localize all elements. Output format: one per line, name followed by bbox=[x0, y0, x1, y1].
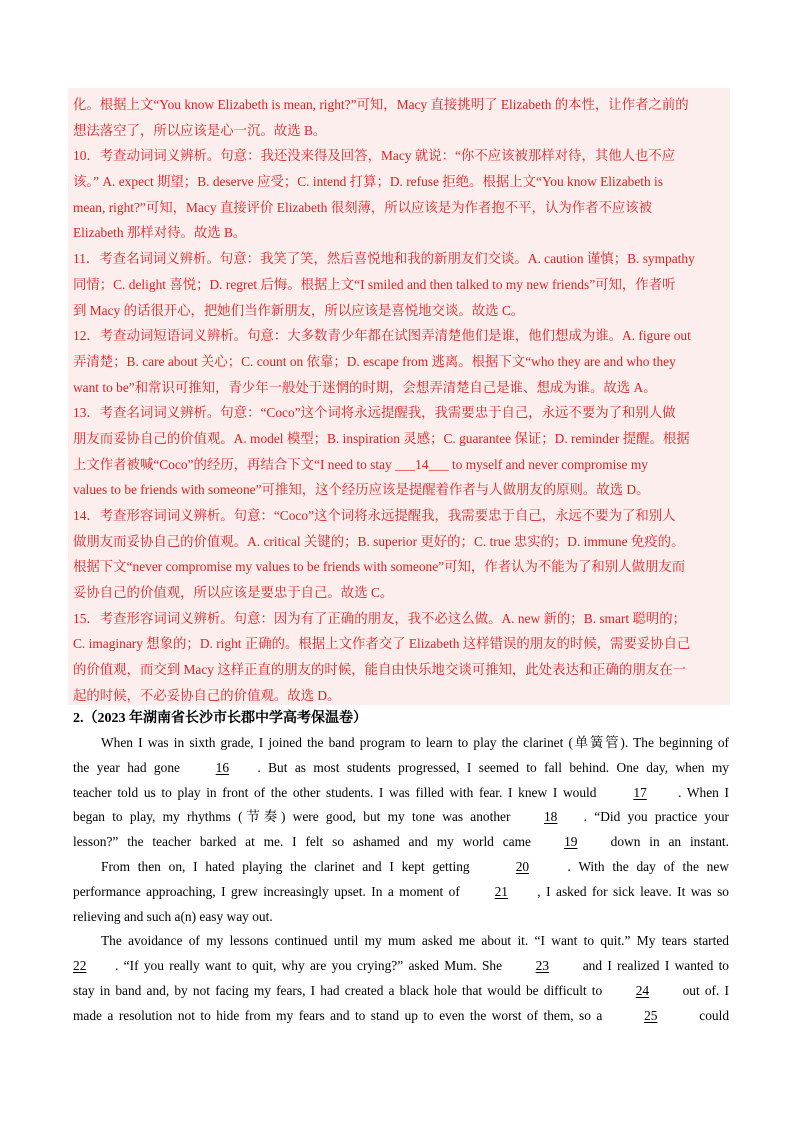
passage-line: began to play, my rhythms (节奏) were good, but my tone was another 18 . “Did you practice your bbox=[73, 805, 729, 830]
answer-line: 妥协自己的价值观，所以应该是要忠于自己。故选 C。 bbox=[73, 585, 394, 601]
answer-line: 到 Macy 的话很开心，把她们当作新朋友，所以应该是喜悦地交谈。故选 C。 bbox=[73, 302, 525, 318]
blank-17[interactable]: 17 bbox=[633, 784, 647, 800]
blank-24[interactable]: 24 bbox=[635, 982, 650, 998]
answer-line: 15．考查形容词词义辨析。句意：因为有了正确的朋友，我不必这么做。A. new 新的；B. smart 聪明的； bbox=[73, 610, 686, 626]
answer-line: 11．考查名词词义辨析。句意：我笑了笑，然后喜悦地和我的新朋友们交谈。A. caution 谨慎；B. sympathy bbox=[73, 251, 695, 267]
answer-line: 同情；C. delight 喜悦；D. regret 后悔。根据上文“I smiled and then talked to my new friends”可知，作者听 bbox=[73, 276, 676, 292]
answer-line: Elizabeth 那样对待。故选 B。 bbox=[73, 225, 247, 241]
answer-line: 起的时候，不必妥协自己的价值观。故选 D。 bbox=[73, 687, 341, 703]
answer-line: mean, right?”可知，Macy 直接评价 Elizabeth 很刻薄，所以应该是为作者抱不平，认为作者不应该被 bbox=[73, 199, 653, 215]
blank-18[interactable]: 18 bbox=[543, 809, 558, 825]
answer-line: 12．考查动词短语词义辨析。句意：大多数青少年都在试图弄清楚他们是谁，他们想成为谁。A. figure out bbox=[73, 328, 691, 344]
passage-line: From then on, I hated playing the clarinet and I kept getting 20 . With the day of the new bbox=[73, 855, 729, 880]
answer-line: 该。” A. expect 期望；B. deserve 应受；C. intend 打算；D. refuse 拒绝。根据上文“You know Elizabeth is bbox=[73, 174, 663, 190]
answer-line: 根据下文“never compromise my values to be friends with someone”可知，作者认为不能为了和别人做朋友而 bbox=[73, 559, 686, 575]
passage-line: relieving and such a(n) easy way out. bbox=[73, 908, 273, 924]
passage-line: performance approaching, I grew increasingly upset. In a moment of 21 , I asked for sick leave. It was so bbox=[73, 880, 729, 905]
answer-line: 的价值观，而交到 Macy 这样正直的朋友的时候，能自由快乐地交谈可推知，此处表达和正确的朋友在一 bbox=[73, 662, 686, 678]
answer-line: 朋友而妥协自己的价值观。A. model 模型；B. inspiration 灵感；C. guarantee 保证；D. reminder 提醒。根据 bbox=[73, 430, 690, 446]
answer-line: 化。根据上文“You know Elizabeth is mean, right?”可知，Macy 直接挑明了 Elizabeth 的本性，让作者之前的 bbox=[73, 97, 689, 112]
blank-22[interactable]: 22 bbox=[73, 958, 87, 974]
answer-line: 弄清楚；B. care about 关心；C. count on 依靠；D. escape from 逃离。根据下文“who they are and who they bbox=[73, 353, 676, 369]
passage-line: the year had gone 16 . But as most students progressed, I seemed to fall behind. One day, when my bbox=[73, 756, 729, 781]
passage-line: stay in band and, by not facing my fears, I had created a black hole that would be difficult to 24 out of. I bbox=[73, 979, 729, 1004]
passage-line: The avoidance of my lessons continued until my mum asked me about it. “I want to quit.” My tears started bbox=[101, 933, 729, 949]
answer-line: C. imaginary 想象的；D. right 正确的。根据上文作者交了 Elizabeth 这样错误的朋友的时候，需要妥协自己 bbox=[73, 636, 691, 652]
blank-16[interactable]: 16 bbox=[215, 759, 230, 775]
answer-line: want to be”和常识可推知，青少年一般处于迷惘的时期，会想弄清楚自己是谁、想成为谁。故选 A。 bbox=[73, 379, 657, 395]
blank-21[interactable]: 21 bbox=[494, 883, 508, 899]
passage-line: When I was in sixth grade, I joined the band program to learn to play the clarinet (单簧管). The beginning of bbox=[101, 735, 729, 750]
question-title: 2.（2023 年湖南省长沙市长郡中学高考保温卷） bbox=[73, 711, 367, 726]
answer-line: 10．考查动词词义辨析。句意：我还没来得及回答，Macy 就说：“你不应该被那样对待，其他人也不应 bbox=[73, 148, 676, 164]
blank-20[interactable]: 20 bbox=[515, 858, 530, 874]
passage-line: teacher told us to play in front of the other students. I was filled with fear. I knew I would 17 . When I bbox=[73, 781, 729, 806]
answer-line: 做朋友而妥协自己的价值观。A. critical 关键的；B. superior 更好的；C. true 忠实的；D. immune 免疫的。 bbox=[73, 533, 685, 549]
answer-line: 13．考查名词词义辨析。句意：“Coco”这个词将永远提醒我，我需要忠于自己，永远不要为了和别人做 bbox=[73, 405, 676, 421]
cloze-passage bbox=[73, 731, 729, 1029]
passage-line: lesson?” the teacher barked at me. I felt so ashamed and my world came 19 down in an instant. bbox=[73, 830, 729, 855]
answer-line: 想法落空了，所以应该是心一沉。故选 B。 bbox=[73, 122, 327, 138]
blank-19[interactable]: 19 bbox=[564, 834, 578, 850]
answer-line: 14．考查形容词词义辨析。句意：“Coco”这个词将永远提醒我，我需要忠于自己，永远不要为了和别人 bbox=[73, 508, 676, 523]
answer-explanation-box bbox=[68, 88, 730, 705]
answer-line: values to be friends with someone”可推知，这个经历应该是提醒着作者与人做朋友的原则。故选 D。 bbox=[73, 482, 650, 498]
blank-23[interactable]: 23 bbox=[535, 958, 550, 974]
answer-line: 上文作者被喊“Coco”的经历，再结合下文“I need to stay ___14___ to myself and never compromise my bbox=[73, 456, 648, 472]
blank-25[interactable]: 25 bbox=[644, 1007, 658, 1023]
passage-line: 22 . “If you really want to quit, why are you crying?” asked Mum. She 23 and I realized I wanted to bbox=[73, 954, 729, 979]
passage-line: made a resolution not to hide from my fears and to stand up to even the worst of them, so a 25 could bbox=[73, 1004, 729, 1029]
